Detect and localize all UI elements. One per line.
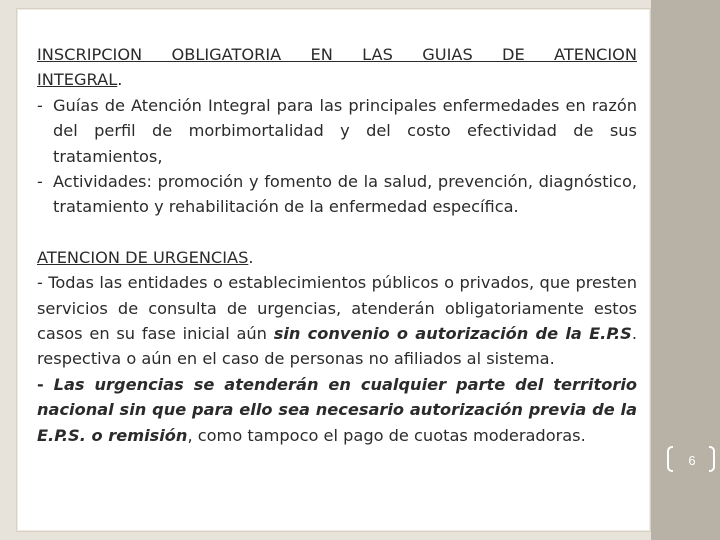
section1-heading-period: . bbox=[117, 70, 123, 90]
section2-heading-period: . bbox=[248, 247, 254, 267]
right-bracket-icon bbox=[709, 446, 715, 472]
paragraph-text: - Todas las entidades o establecimientos públicos o privados, que presten servicios de consulta de urgencias, atenderán obligatoriamente estos casos en su fase inicial aún bbox=[37, 273, 637, 344]
urgencias-paragraph-2 bbox=[37, 372, 637, 448]
paragraph-dash: - bbox=[37, 374, 54, 394]
page-number: 6 bbox=[688, 452, 696, 468]
bullet-dash: - bbox=[37, 95, 43, 115]
bullet-text: Actividades: promoción y fomento de la salud, prevención, diagnóstico, tratamiento y rehabilitación de la enfermedad específica. bbox=[53, 172, 637, 217]
section2-heading: ATENCION DE URGENCIAS bbox=[37, 247, 249, 267]
slide-content bbox=[37, 42, 637, 448]
page-number-badge bbox=[667, 446, 717, 474]
section1-heading-continuation: INTEGRAL bbox=[37, 70, 118, 90]
bullet-dash: - bbox=[37, 172, 43, 192]
list-item bbox=[37, 93, 637, 169]
emphasized-text: sin convenio o autorización de la E.P.S bbox=[273, 324, 632, 344]
paragraph-text: . respectiva o aún en el caso de personas no afiliados al sistema. bbox=[37, 324, 637, 369]
section1-heading-line2 bbox=[37, 67, 637, 92]
slide-card bbox=[16, 8, 651, 532]
bullet-text: Guías de Atención Integral para las principales enfermedades en razón del perfil de morbimortalidad y del costo efectividad de sus tratamientos, bbox=[53, 95, 637, 166]
section-spacer bbox=[37, 220, 637, 245]
emphasized-text: Las urgencias se atenderán en cualquier parte del territorio nacional sin que para ello sea necesario autorización previa de la E.P.S. o remisión bbox=[37, 374, 637, 445]
list-item bbox=[37, 169, 637, 220]
left-bracket-icon bbox=[667, 446, 673, 472]
paragraph-text: , como tampoco el pago de cuotas moderadoras. bbox=[187, 425, 586, 445]
section1-heading: INSCRIPCION OBLIGATORIA EN LAS GUIAS DE ATENCION bbox=[37, 45, 637, 64]
urgencias-paragraph-1 bbox=[37, 270, 637, 372]
section2-heading-line bbox=[37, 245, 637, 270]
